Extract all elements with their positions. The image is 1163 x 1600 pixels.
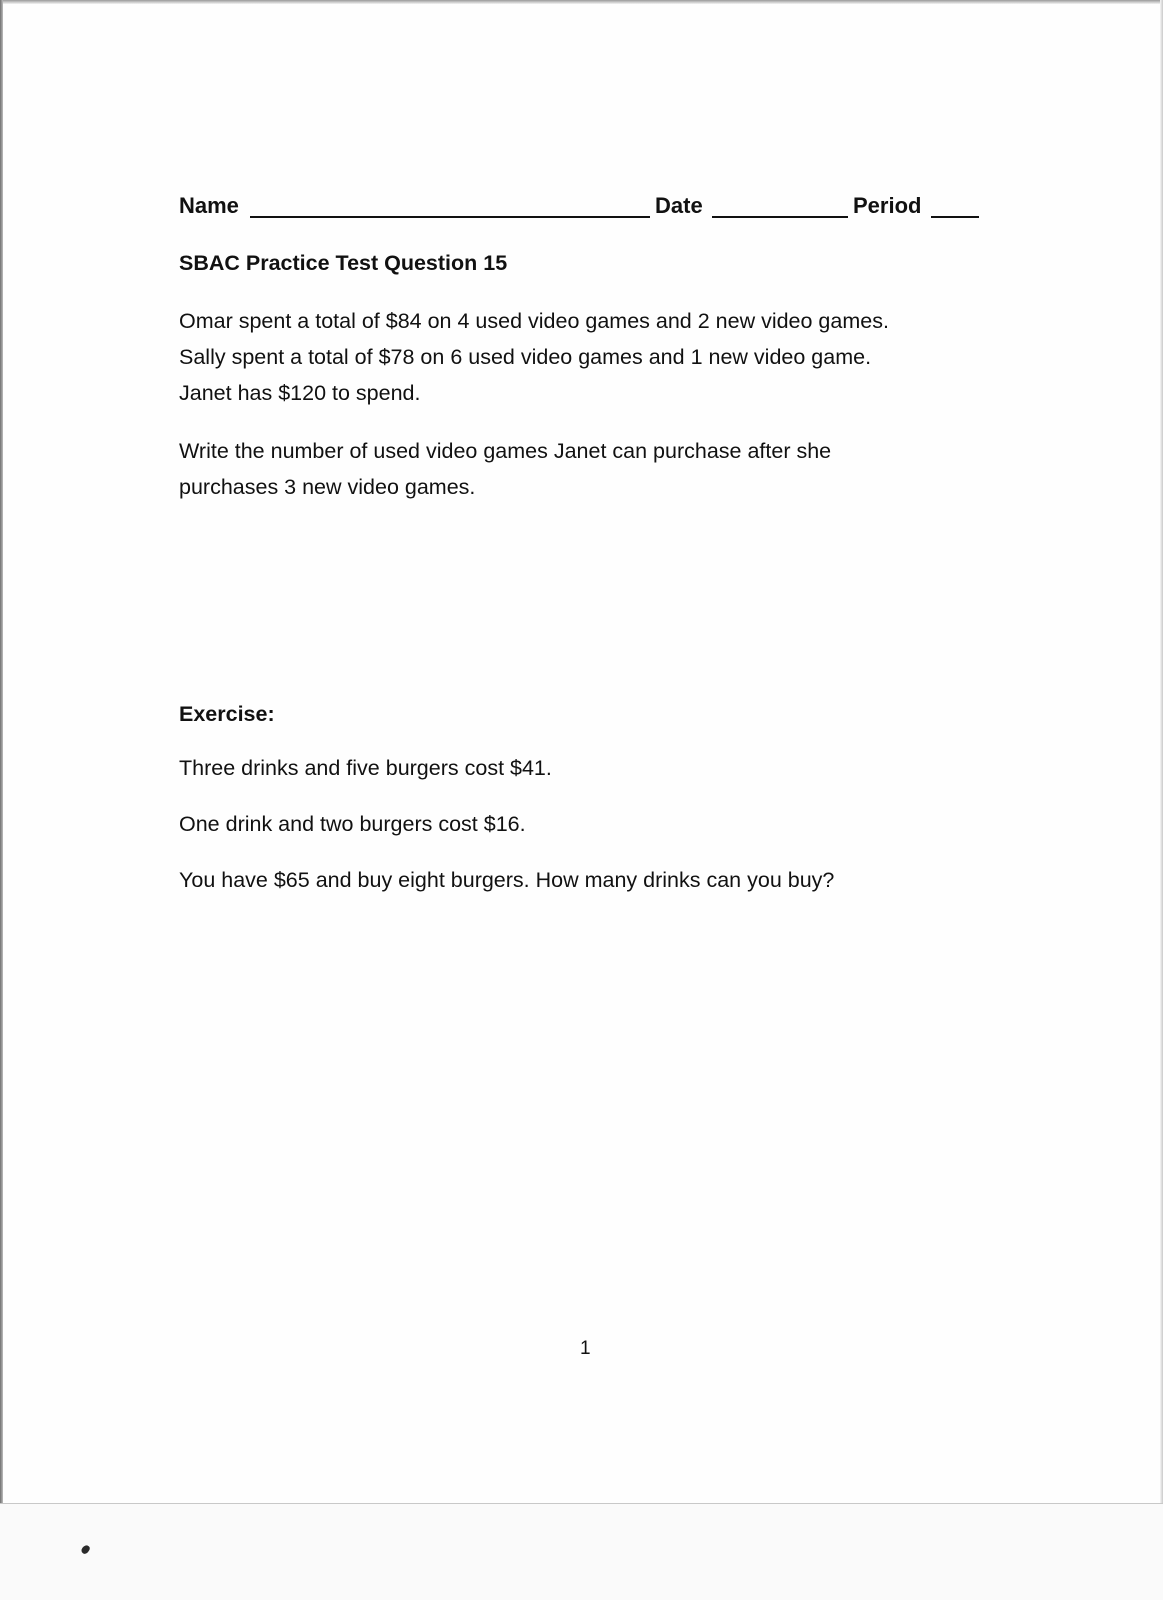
period-label: Period (853, 193, 922, 218)
date-blank-line (712, 216, 848, 218)
question-line-janet: Janet has $120 to spend. (179, 381, 421, 405)
exercise-line-1: Three drinks and five burgers cost $41. (179, 756, 552, 780)
question-line-omar: Omar spent a total of $84 on 4 used video games and 2 new video games. (179, 309, 889, 333)
exercise-title: Exercise: (179, 702, 275, 726)
date-label: Date (655, 193, 703, 218)
exercise-line-2: One drink and two burgers cost $16. (179, 812, 526, 836)
question-prompt-line-1: Write the number of used video games Janet can purchase after she (179, 439, 832, 463)
scan-edge-top (0, 0, 1163, 4)
scan-bottom-band (0, 1504, 1163, 1600)
exercise-line-3: You have $65 and buy eight burgers. How many drinks can you buy? (179, 868, 835, 892)
student-info-row (179, 190, 979, 222)
page-number: 1 (580, 1338, 591, 1359)
name-label: Name (179, 193, 239, 218)
question-prompt-line-2: purchases 3 new video games. (179, 475, 476, 499)
scan-edge-left (0, 0, 3, 1600)
question-line-sally: Sally spent a total of $78 on 6 used video games and 1 new video game. (179, 345, 872, 369)
question-title: SBAC Practice Test Question 15 (179, 251, 508, 275)
period-blank-line (931, 216, 979, 218)
name-blank-line (250, 216, 650, 218)
